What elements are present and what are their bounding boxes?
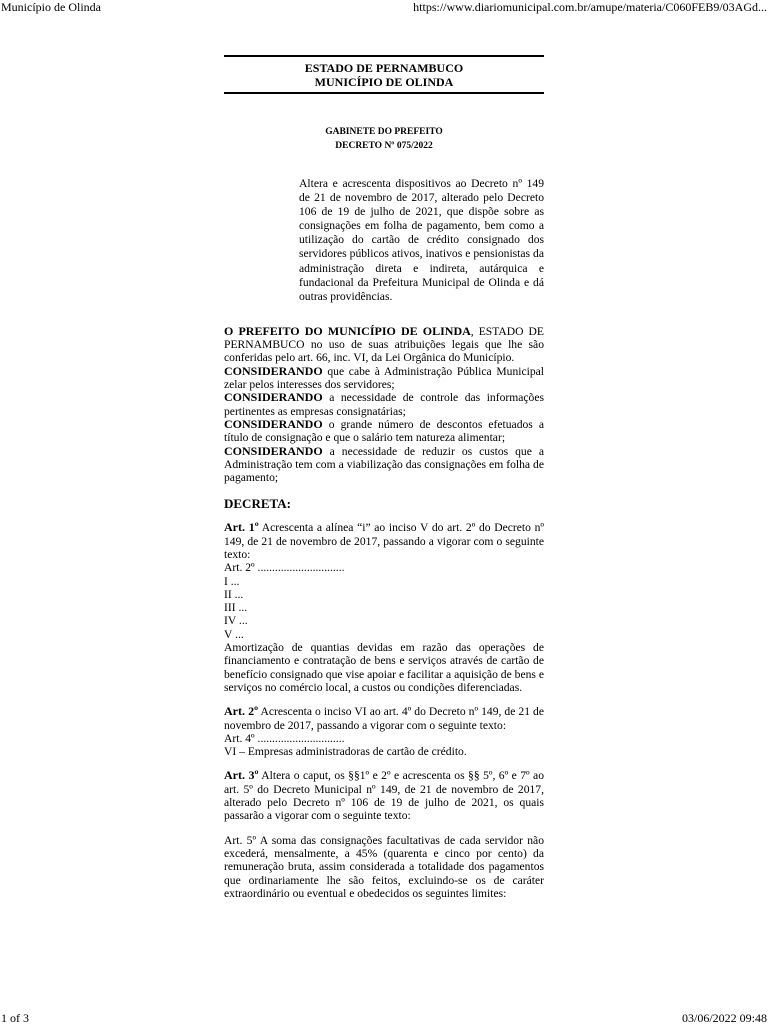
decreta-heading: DECRETA: <box>224 496 291 512</box>
article-1-line: V ... <box>224 627 244 641</box>
article-1-line: III ... <box>224 601 248 615</box>
bottom-rule <box>224 92 544 94</box>
article-lead: Art. 2º <box>224 704 259 719</box>
considerando-text: a necessidade de controle das informações pertinentes as empresas consignatárias; <box>224 391 544 418</box>
article-2 <box>224 705 544 732</box>
article-1-line: I ... <box>224 574 240 588</box>
browser-url: https://www.diariomunicipal.com.br/amupe/materia/C060FEB9/03AGd... <box>413 0 767 14</box>
article-1-line: Art. 2º .............................. <box>224 561 345 575</box>
municipality-name: MUNICÍPIO DE OLINDA <box>314 75 454 89</box>
article-text: Acrescenta a alínea “i” ao inciso V do art. 2º do Decreto nº 149, de 21 de novembro de 2017, passando a vigorar com o seguinte texto: <box>224 521 545 561</box>
preamble <box>224 325 544 365</box>
article-text: Acrescenta o inciso VI ao art. 4º do Decreto nº 149, de 21 de novembro de 2017, passando a vigorar com o seguinte texto: <box>224 705 544 732</box>
page-counter: 1 of 3 <box>1 1011 29 1025</box>
considerando-text: que cabe à Administração Pública Municipal zelar pelos interesses dos servidores; <box>224 364 544 392</box>
print-datetime: 03/06/2022 09:48 <box>681 1011 767 1025</box>
article-1-alinea: Amortização de quantias devidas em razão das operações de financiamento e contratação de bens e serviços através de cartão de benefício consignado que vise apoiar e facilitar a aquisição de bens e serviços no comércio local, a custos ou condições diferenciadas. <box>224 641 544 694</box>
considerando-text: o grande número de descontos efetuados a título de consignação e que o salário tem natureza alimentar; <box>224 417 544 445</box>
article-3 <box>224 769 544 822</box>
preamble-text: , ESTADO DE PERNAMBUCO no uso de suas atribuições legais que lhe são conferidas pelo art. 66, inc. VI, da Lei Orgânica do Município. <box>224 324 544 365</box>
office-name: GABINETE DO PREFEITO <box>325 127 443 137</box>
considerando-4 <box>224 445 544 485</box>
considerando-1 <box>224 365 544 392</box>
article-2-line: Art. 4º .............................. <box>224 731 345 745</box>
considerando-2 <box>224 391 544 418</box>
decree-document <box>224 55 544 900</box>
considerando-lead: CONSIDERANDO <box>224 443 323 458</box>
state-name: ESTADO DE PERNAMBUCO <box>304 61 464 75</box>
ementa: Altera e acrescenta dispositivos ao Decreto nº 149 de 21 de novembro de 2017, alterado pelo Decreto 106 de 19 de julho de 2021, que dispõe sobre as consignações em folha de pagamento, bem como a utilização do cartão de crédito consignado dos servidores públicos ativos, inativos e pensionistas da administração direta e indireta, autárquica e fundacional da Prefeitura Municipal de Olinda e dá outras providências. <box>299 177 544 303</box>
letterhead <box>224 57 544 92</box>
article-1 <box>224 521 544 561</box>
considerando-lead: CONSIDERANDO <box>224 390 323 405</box>
considerando-3 <box>224 418 544 445</box>
article-lead: Art. 1º <box>224 520 259 535</box>
decree-number: DECRETO Nº 075/2022 <box>335 141 433 151</box>
article-1-line: II ... <box>224 587 244 601</box>
considerando-text: a necessidade de reduzir os custos que a Administração tem com a viabilização das consignações em folha de pagamento; <box>224 444 544 485</box>
decree-heading <box>224 125 544 153</box>
browser-page-title: Município de Olinda <box>1 0 101 14</box>
article-2-line: VI – Empresas administradoras de cartão de crédito. <box>224 745 467 759</box>
article-lead: Art. 3º <box>224 768 259 783</box>
decree-body <box>224 325 544 900</box>
article-text: Altera o caput, os §§1º e 2º e acrescenta os §§ 5º, 6º e 7º ao art. 5º do Decreto Municipal nº 149, de 21 de novembro de 2017, alterado pelo Decreto nº 106 de 19 de julho de 2021, os quais passarão a vigorar com o seguinte texto: <box>224 769 545 823</box>
considerando-lead: CONSIDERANDO <box>224 363 323 378</box>
preamble-lead: O PREFEITO DO MUNICÍPIO DE OLINDA <box>224 323 471 338</box>
article-3-caput: Art. 5º A soma das consignações facultativas de cada servidor não excederá, mensalmente, a 45% (quarenta e cinco por cento) da remuneração bruta, assim considerada a totalidade dos pagamentos que ordinariamente lhe são feitos, excluindo-se os de caráter extraordinário ou eventual e obedecidos os seguintes limites: <box>224 833 544 900</box>
considerando-lead: CONSIDERANDO <box>224 416 323 431</box>
article-1-line: IV ... <box>224 614 248 628</box>
